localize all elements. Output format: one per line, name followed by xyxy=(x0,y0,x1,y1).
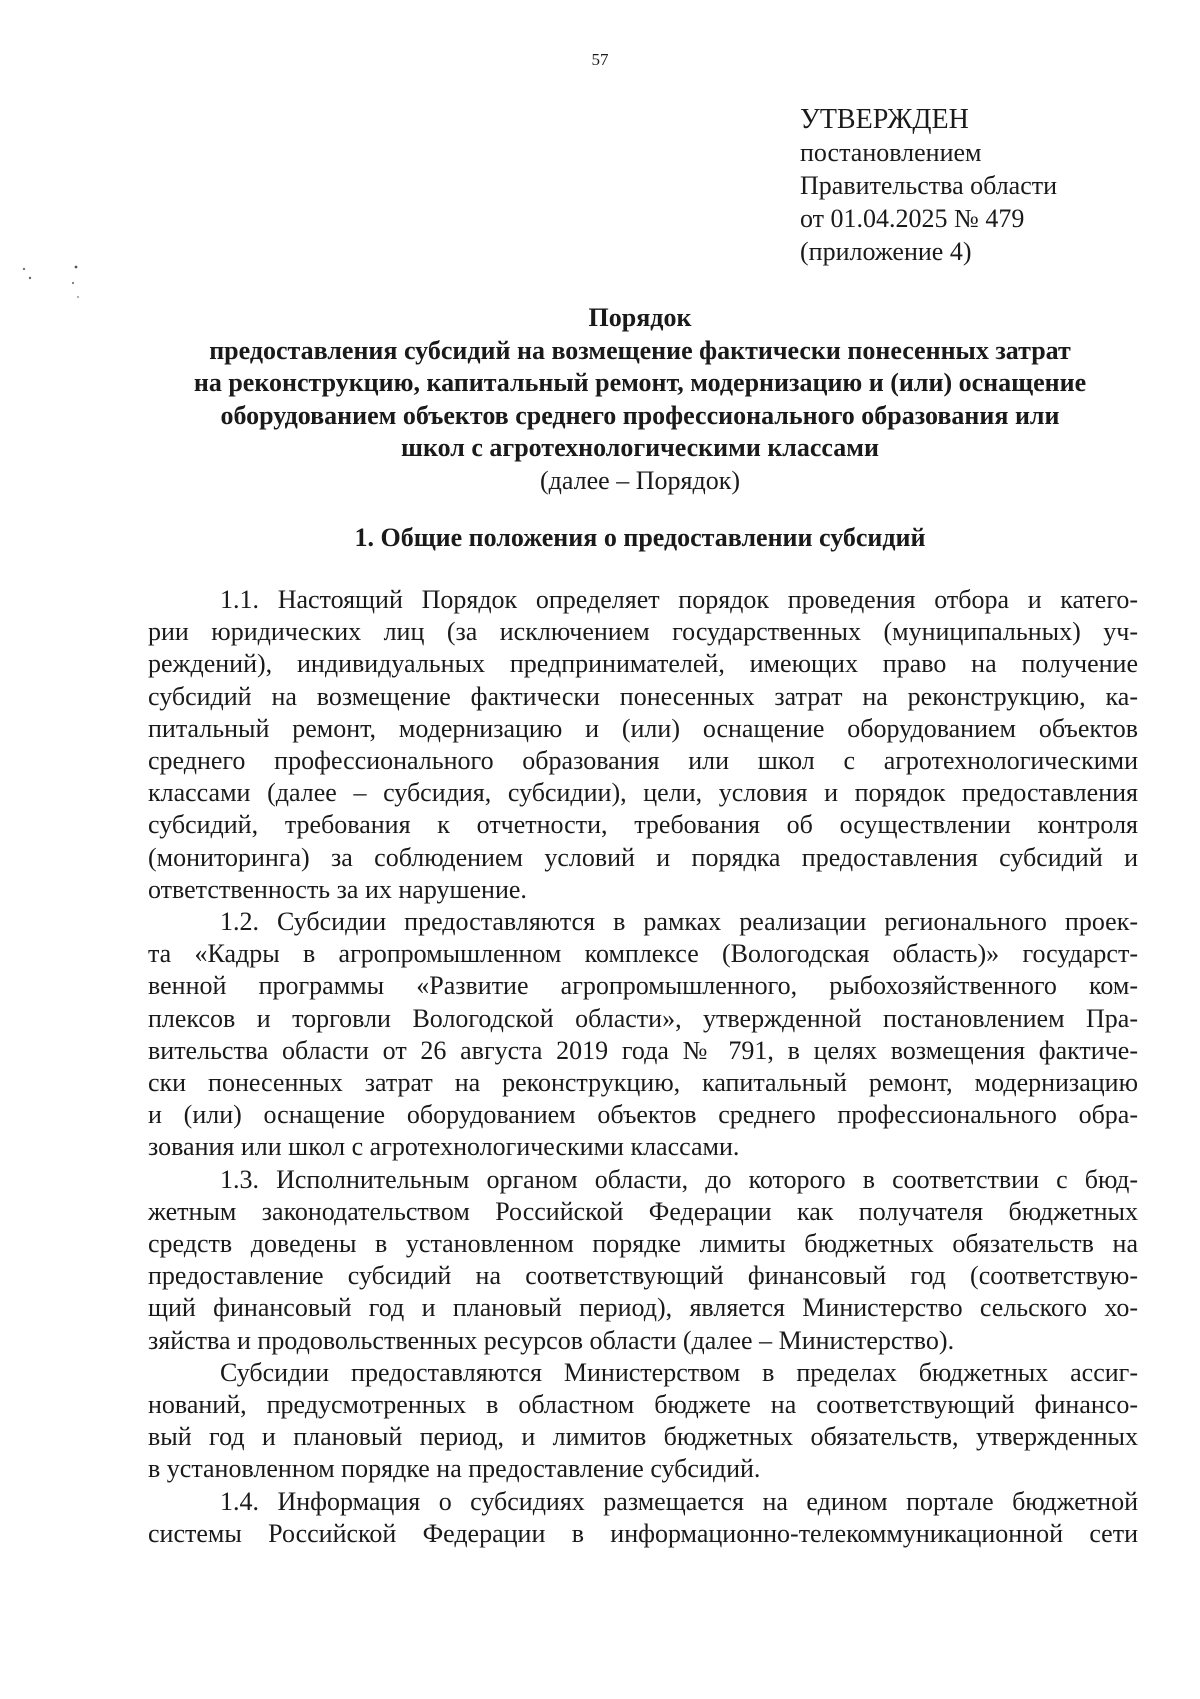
text-line: 1.3. Исполнительным органом области, до которого в соответствии с бюд- xyxy=(220,1164,1138,1194)
approval-title: УТВЕРЖДЕН xyxy=(800,104,969,135)
text-line: 1.2. Субсидии предоставляются в рамках реализации регионального проек- xyxy=(220,907,1138,937)
text-line: вый год и плановый период, и лимитов бюджетных обязательств, утвержденных xyxy=(148,1422,1138,1452)
document-title xyxy=(100,302,1180,497)
title-note: (далее – Порядок) xyxy=(540,465,740,495)
text-line: рии юридических лиц (за исключением государственных (муниципальных) уч- xyxy=(148,617,1138,647)
text-line: жетным законодательством Российской Федерации как получателя бюджетных xyxy=(148,1196,1138,1226)
text-line: системы Российской Федерации в информационно-телекоммуникационной сети xyxy=(148,1518,1138,1548)
text-line: среднего профессионального образования или школ с агротехнологическими xyxy=(148,746,1138,776)
text-line: ски понесенных затрат на реконструкцию, капитальный ремонт, модернизацию xyxy=(148,1068,1138,1098)
title-line: Порядок xyxy=(588,303,692,332)
text-line: средств доведены в установленном порядке лимиты бюджетных обязательств на xyxy=(148,1229,1138,1259)
approval-line: Правительства области xyxy=(800,171,1058,200)
title-line: школ с агротехнологическими классами xyxy=(401,433,879,462)
title-line: предоставления субсидий на возмещение фактически понесенных затрат xyxy=(209,335,1071,365)
page-number: 57 xyxy=(591,50,609,69)
text-line: 1.1. Настоящий Порядок определяет порядок проведения отбора и катего- xyxy=(220,585,1138,614)
text-line: (мониторинга) за соблюдением условий и порядка предоставления субсидий и xyxy=(148,842,1138,872)
title-line: на реконструкцию, капитальный ремонт, модернизацию и (или) оснащение xyxy=(193,368,1087,397)
approval-line: постановлением xyxy=(800,138,982,167)
text-line: зования или школ с агротехнологическими классами. xyxy=(148,1132,740,1162)
approval-line: (приложение 4) xyxy=(800,237,972,266)
text-line: предоставление субсидий на соответствующий финансовый год (соответствую- xyxy=(148,1261,1138,1291)
text-line: Субсидии предоставляются Министерством в пределах бюджетных ассиг- xyxy=(220,1357,1138,1387)
text-line: щий финансовый год и плановый период), является Министерство сельского хо- xyxy=(148,1293,1138,1323)
text-line: питальный ремонт, модернизацию и (или) оснащение оборудованием объектов xyxy=(148,713,1138,743)
text-line: субсидий, требования к отчетности, требования об осуществлении контроля xyxy=(148,810,1138,840)
text-line: ответственность за их нарушение. xyxy=(148,874,527,904)
section-heading: 1. Общие положения о предоставлении субсидий xyxy=(354,523,926,552)
text-line: нований, предусмотренных в областном бюджете на соответствующий финансо- xyxy=(148,1390,1138,1420)
approval-block xyxy=(800,103,1180,268)
body-text xyxy=(148,584,1138,1550)
text-line: та «Кадры в агропромышленном комплексе (Вологодская область)» государст- xyxy=(148,939,1138,969)
text-line: субсидий на возмещение фактически понесенных затрат на реконструкцию, ка- xyxy=(148,681,1138,711)
title-line: оборудованием объектов среднего профессионального образования или xyxy=(220,400,1060,430)
text-line: плексов и торговли Вологодской области», утвержденной постановлением Пра- xyxy=(148,1003,1138,1033)
text-line: реждений), индивидуальных предпринимателей, имеющих право на получение xyxy=(148,649,1138,679)
text-line: 1.4. Информация о субсидиях размещается на едином портале бюджетной xyxy=(220,1486,1138,1516)
approval-line: от 01.04.2025 № 479 xyxy=(800,204,1025,233)
text-line: классами (далее – субсидия, субсидии), цели, условия и порядок предоставления xyxy=(148,778,1138,808)
text-line: в установленном порядке на предоставление субсидий. xyxy=(148,1454,761,1484)
text-line: зяйства и продовольственных ресурсов области (далее – Министерство). xyxy=(148,1325,955,1355)
text-line: вительства области от 26 августа 2019 года № 791, в целях возмещения фактиче- xyxy=(148,1035,1138,1065)
text-line: и (или) оснащение оборудованием объектов среднего профессионального обра- xyxy=(148,1100,1138,1130)
text-line: венной программы «Развитие агропромышленного, рыбохозяйственного ком- xyxy=(148,971,1138,1001)
scan-marks xyxy=(18,265,88,305)
